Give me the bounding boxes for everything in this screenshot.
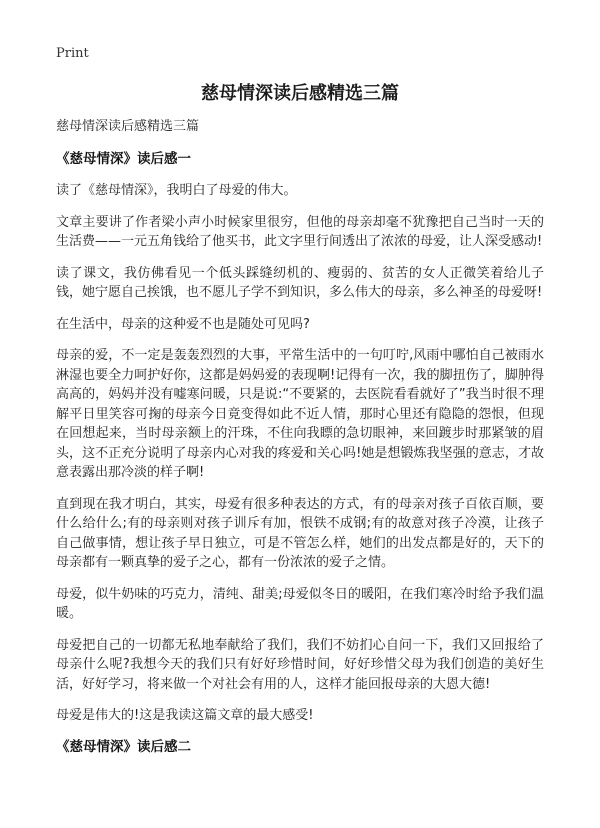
article-body [56,118,544,769]
paragraph: 文章主要讲了作者梁小声小时候家里很穷，但他的母亲却毫不犹豫把自己当时一天的生活费——一元五角钱给了他买书，此文字里行间透出了浓浓的母爱，让人深受感动! [56,214,544,249]
paragraph: 读了课文，我仿佛看见一个低头踩缝纫机的、瘦弱的、贫苦的女人正微笑着给儿子钱，她宁愿自己挨饿，也不愿儿子学不到知识，多么伟大的母亲，多么神圣的母爱呀! [56,265,544,300]
section-heading-1: 《慈母情深》读后感一 [56,151,191,167]
paragraph: 母爱，似牛奶味的巧克力，清纯、甜美;母爱似冬日的暖阳，在我们寒冷时给予我们温暖。 [56,586,544,621]
section-heading-2: 《慈母情深》读后感二 [56,738,191,755]
article-subtitle: 慈母情深读后感精选三篇 [56,119,200,134]
paragraph: 母爱是伟大的!这是我读这篇文章的最大感受! [56,708,314,723]
paragraph: 母亲的爱，不一定是轰轰烈烈的大事，平常生活中的一句叮咛,风雨中哪怕自己被雨水淋湿也要全力呵护好你，这都是妈妈爱的表现啊!记得有一次，我的脚扭伤了，脚肿得高高的，妈妈并没有嘘寒问暖，只是说:“不要紧的，去医院看看就好了”我当时很不理解平日里笑容可掬的母亲今日竟变得如此不近人情，那时心里还有隐隐的怨恨，但现在回想起来，当时母亲额上的汗珠，不住向我瞟的急切眼神，来回踱步时那紧皱的眉头，这不正充分说明了母亲内心对我的疼爱和关心吗!她是想锻炼我坚强的意志，才故意表露出那冷淡的样子啊! [56,348,544,480]
paragraph: 在生活中，母亲的这种爱不也是随处可见吗? [56,316,310,332]
print-link[interactable]: Print [56,46,89,61]
paragraph: 读了《慈母情深》，我明白了母爱的伟大。 [56,183,297,198]
paragraph: 母爱把自己的一切都无私地奉献给了我们，我们不妨扪心自问一下，我们又回报给了母亲什么呢?我想今天的我们只有好好珍惜时间，好好珍惜父母为我们创造的美好生活，好好学习，将来做一个对社会有用的人，这样才能回报母亲的大恩大德! [56,637,544,692]
page-title: 慈母情深读后感精选三篇 [201,83,399,104]
paragraph: 直到现在我才明白，其实，母爱有很多种表达的方式，有的母亲对孩子百依百顺，要什么给什么;有的母亲则对孩子训斥有加，恨铁不成钢;有的故意对孩子冷漠，让孩子自己做事情，想让孩子早日独立，可是不管怎么样，她们的出发点都是好的，天下的母亲都有一颗真挚的爱子之心，都有一份浓浓的爱子之情。 [56,496,544,570]
